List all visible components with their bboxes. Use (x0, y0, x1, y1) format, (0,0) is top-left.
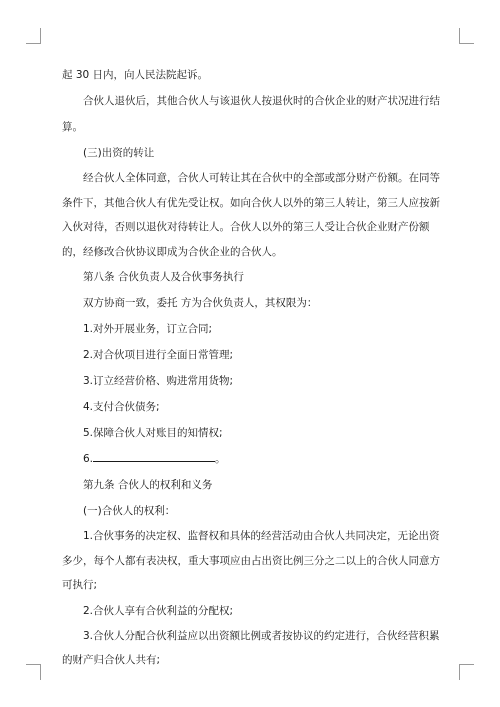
list-item-6-prefix: 6. (83, 453, 94, 465)
fill-in-blank[interactable] (93, 451, 215, 462)
rights-item-1: 1.合伙事务的决定权、监督权和具体的经营活动由合伙人共同决定，无论出资多少，每个人都有表决权，重大事项应由占出资比例三分之二以上的合伙人同意方可执行; (62, 530, 440, 591)
crop-mark-bottom-left-h (26, 664, 41, 665)
rights-item-3: 3.合伙人分配合伙利益应以出资额比例或者按协议的约定进行，合伙经营积累的财产归合伙人共有; (62, 629, 440, 666)
heading-article-9: 第九条 合伙人的权利和义务 (83, 479, 213, 491)
document-body (62, 62, 447, 673)
crop-mark-bottom-right-v (459, 664, 460, 680)
list-item-4: 4.支付合伙债务; (83, 401, 160, 413)
heading-partner-rights: (一)合伙人的权利： (83, 505, 176, 517)
list-item-5: 5.保障合伙人对账目的知情权; (83, 427, 223, 439)
crop-mark-top-right-v (459, 28, 460, 44)
crop-mark-bottom-left-v (40, 664, 41, 680)
list-item-2: 2.对合伙项目进行全面日常管理; (83, 349, 234, 361)
crop-mark-bottom-right-h (459, 664, 474, 665)
paragraph-capital-transfer: 经合伙人全体同意，合伙人可转让其在合伙中的全部或部分财产份额。在同等条件下，其他合伙人有优先受让权。如向合伙人以外的第三人转让，第三人应按新入伙对待，否则以退伙对待转让人。合伙人以外的第三人受让合伙企业财产份额的，经修改合伙协议即成为合伙企业的合伙人。 (62, 172, 440, 258)
paragraph-continuation: 起 30 日内，向人民法院起诉。 (62, 69, 209, 81)
crop-mark-top-right-h (459, 43, 474, 44)
crop-mark-top-left-h (26, 43, 41, 44)
heading-article-8: 第八条 合伙负责人及合伙事务执行 (83, 271, 244, 283)
heading-capital-transfer: (三)出资的转让 (83, 147, 155, 159)
paragraph-withdrawal-settlement: 合伙人退伙后，其他合伙人与该退伙人按退伙时的合伙企业的财产状况进行结算。 (62, 95, 440, 133)
rights-item-2: 2.合伙人享有合伙利益的分配权; (83, 604, 234, 617)
list-item-3: 3.订立经营价格、购进常用货物; (83, 375, 234, 387)
list-item-1: 1.对外开展业务，订立合同; (83, 323, 213, 335)
list-item-6 (62, 446, 447, 472)
list-item-6-suffix: 。 (215, 453, 226, 465)
paragraph-authority-intro: 双方协商一致，委托 方为合伙负责人，其权限为： (83, 297, 318, 309)
crop-mark-top-left-v (40, 28, 41, 44)
